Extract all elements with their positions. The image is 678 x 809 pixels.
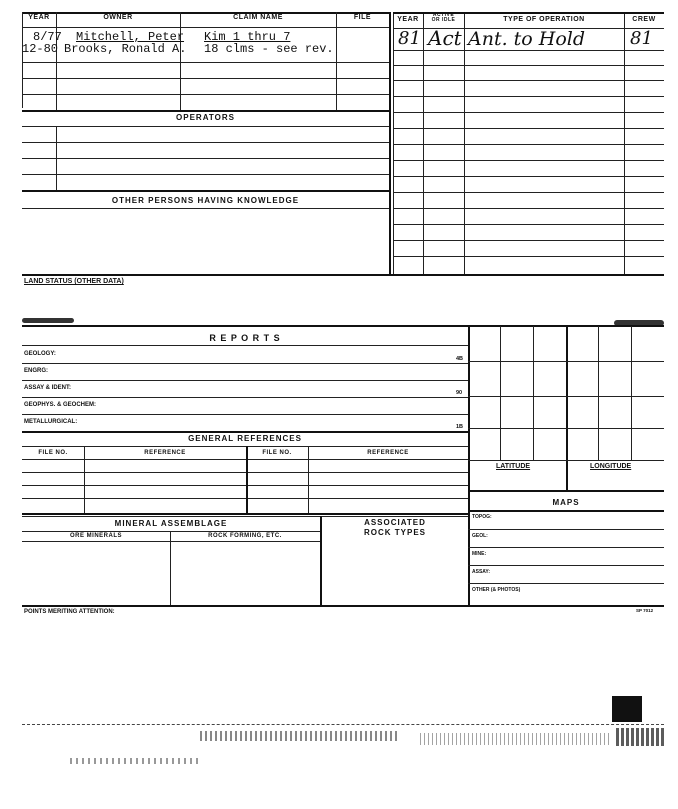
col-header-file: FILE [353,14,372,21]
black-block-mark [612,696,642,722]
report-label-metallurgical: METALLURGICAL: [24,419,78,425]
op-row-1-year: 81 [398,28,421,49]
col-header-owner: OWNER [103,14,133,21]
col-header-crew: CREW [632,16,656,23]
ref-header-file-no-2: FILE NO. [262,450,292,456]
ore-minerals-header: ORE MINERALS [69,533,122,539]
ref-header-file-no-1: FILE NO. [38,450,68,456]
ref-header-reference-2: REFERENCE [367,450,409,456]
owner-row-2-claim: 18 clms - see rev. [204,42,334,56]
owner-row-2-year: 12-80 [22,42,59,56]
owner-row-1-claim: Kim 1 thru 7 [204,30,291,44]
col-header-type-of-operation: TYPE OF OPERATION [503,16,585,23]
col-header-claim-name: CLAIM NAME [233,14,283,21]
col-header-active [423,13,464,23]
owner-row-1-owner: Mitchell, Peter [76,30,185,44]
reports-title: R E P O R T S [209,333,281,343]
longitude-label: LONGITUDE [590,463,632,470]
map-label-geol: GEOL: [472,533,488,539]
report-num-assay: 90 [456,390,463,396]
map-label-mine: MINE: [472,551,487,557]
associated-rock-types-title [322,518,468,538]
noise-streak-3 [70,758,200,764]
col-header-op-year: YEAR [397,16,419,23]
noise-streak-1 [200,731,400,741]
noise-streak-4 [616,728,664,746]
owner-row-2-owner: Brooks, Ronald A. [64,42,187,56]
land-status-label: LAND STATUS (OTHER DATA) [24,278,124,285]
col-header-year: YEAR [28,14,50,21]
smudge-mark-left [22,318,74,323]
other-persons-title: OTHER PERSONS HAVING KNOWLEDGE [111,196,300,205]
form-code: SP 7012 [636,608,654,613]
op-row-1-crew: 81 [630,28,653,49]
active-header-line-2: OR IDLE [431,17,456,23]
map-label-assay: ASSAY: [472,569,491,575]
associated-line-2: ROCK TYPES [363,528,426,537]
owner-row-1-year: 8/77 [33,30,62,44]
operators-title: OPERATORS [176,113,235,122]
report-num-metallurgical: 1B [456,424,464,430]
report-label-engrg: ENGRG: [24,368,48,374]
report-label-geology: GEOLOGY: [24,351,56,357]
report-num-geology: 4B [456,356,464,362]
maps-title: MAPS [552,498,580,507]
points-meriting-attention-label: POINTS MERITING ATTENTION: [24,609,115,615]
active-header-line-1: ACTIVE [432,12,455,18]
map-label-other: OTHER (& PHOTOS) [472,587,521,593]
general-references-title: GENERAL REFERENCES [188,434,302,443]
report-label-assay: ASSAY & IDENT: [24,385,72,391]
associated-line-1: ASSOCIATED [364,518,426,527]
ref-header-reference-1: REFERENCE [144,450,186,456]
noise-streak-2 [420,733,610,745]
map-label-topog: TOPOG: [472,514,492,520]
op-row-1-active: Act [428,26,462,50]
mineral-assemblage-title: MINERAL ASSEMBLAGE [114,519,228,528]
report-label-geophys: GEOPHYS. & GEOCHEM: [24,402,97,408]
rock-forming-header: ROCK FORMING, ETC. [208,533,282,539]
latitude-label: LATITUDE [496,463,531,470]
op-row-1-type: Ant. to Hold [468,28,586,50]
